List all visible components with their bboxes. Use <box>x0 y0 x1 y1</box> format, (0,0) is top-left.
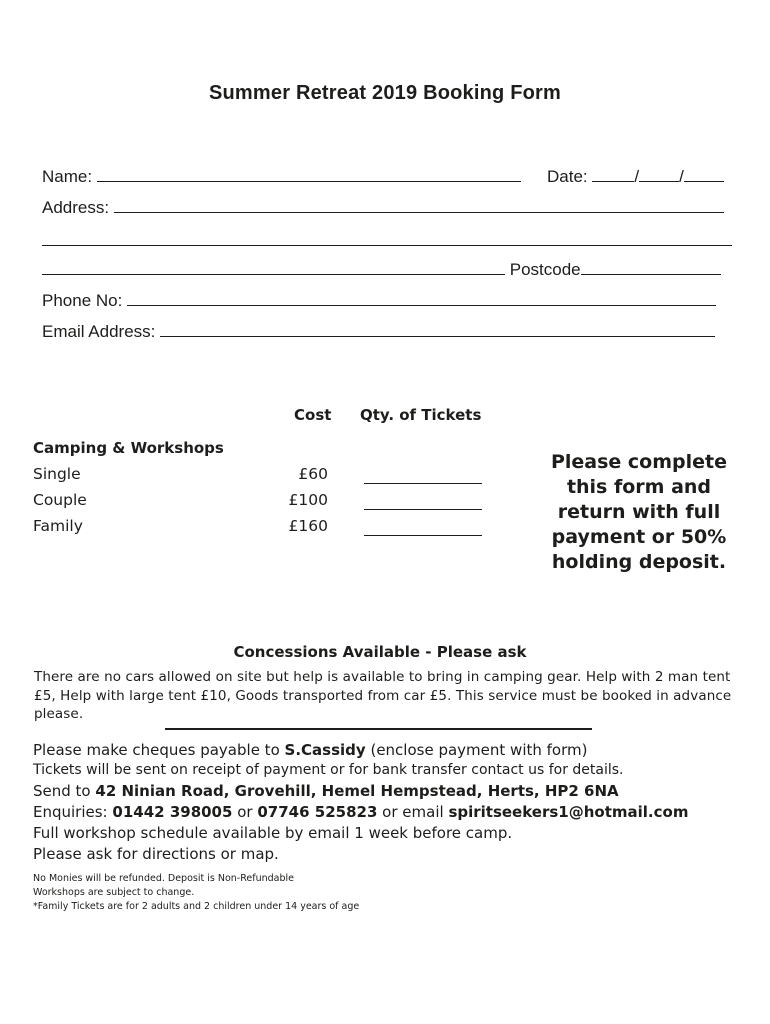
send-line <box>33 782 619 800</box>
address-line-2[interactable] <box>42 228 732 246</box>
send-address: 42 Ninian Road, Grovehill, Hemel Hempstead, Herts, HP2 6NA <box>95 782 619 800</box>
qty-line-couple[interactable] <box>364 508 482 510</box>
footnote-refund: No Monies will be refunded. Deposit is Non-Refundable <box>33 873 294 884</box>
row-cost-single: £60 <box>298 465 328 483</box>
name-field[interactable] <box>42 166 521 187</box>
phone-field[interactable] <box>42 290 716 311</box>
email-link[interactable]: spiritseekers1@hotmail.com <box>448 803 689 821</box>
address-line-3[interactable] <box>42 259 721 280</box>
cheques-line <box>33 741 587 759</box>
address-field[interactable] <box>42 197 724 218</box>
email-line[interactable] <box>160 321 715 337</box>
or-email: or email <box>382 803 444 821</box>
directions-line: Please ask for directions or map. <box>33 845 279 863</box>
date-field[interactable]: Date: / / <box>547 166 724 187</box>
postcode-label: Postcode <box>509 260 581 279</box>
concessions-title: Concessions Available - Please ask <box>233 643 527 661</box>
phone-2: 07746 525823 <box>257 803 378 821</box>
footnote-family: *Family Tickets are for 2 adults and 2 children under 14 years of age <box>33 901 360 912</box>
cheques-suffix: (enclose payment with form) <box>370 741 588 759</box>
phone-1: 01442 398005 <box>112 803 233 821</box>
footnote-workshops: Workshops are subject to change. <box>33 887 195 898</box>
date-label: Date: <box>547 167 588 186</box>
date-day-line[interactable] <box>592 166 634 182</box>
schedule-line: Full workshop schedule available by email 1 week before camp. <box>33 824 513 842</box>
address-line-3-blank[interactable] <box>42 259 505 275</box>
send-prefix: Send to <box>33 782 91 800</box>
cheques-name: S.Cassidy <box>284 741 366 759</box>
page-title: Summer Retreat 2019 Booking Form <box>208 82 562 104</box>
cost-header: Cost <box>294 406 332 424</box>
or-1: or <box>237 803 253 821</box>
address-label: Address: <box>42 198 110 217</box>
cheques-prefix: Please make cheques payable to <box>33 741 280 759</box>
phone-label: Phone No: <box>42 291 123 310</box>
qty-line-family[interactable] <box>364 534 482 536</box>
tickets-line: Tickets will be sent on receipt of payment or for bank transfer contact us for details. <box>33 762 624 778</box>
completion-notice: Please complete this form and return with full payment or 50% holding deposit. <box>550 451 728 573</box>
address-line-1[interactable] <box>114 197 724 213</box>
name-line[interactable] <box>97 166 521 182</box>
row-cost-couple: £100 <box>288 491 328 509</box>
name-label: Name: <box>42 167 93 186</box>
qty-header: Qty. of Tickets <box>360 406 482 424</box>
phone-line[interactable] <box>127 290 716 306</box>
date-month-line[interactable] <box>639 166 679 182</box>
row-label-single: Single <box>33 465 81 483</box>
concessions-text: There are no cars allowed on site but help is available to bring in camping gear. Help with 2 man tent £5, Help with large tent £10, Goods transported from car £5. This service must be booked in advance please. <box>34 669 732 722</box>
enquiries-prefix: Enquiries: <box>33 803 108 821</box>
enquiries-line <box>33 803 688 821</box>
section-heading: Camping & Workshops <box>33 439 224 457</box>
row-label-family: Family <box>33 517 83 535</box>
email-label: Email Address: <box>42 322 156 341</box>
qty-line-single[interactable] <box>364 482 482 484</box>
email-field[interactable] <box>42 321 715 342</box>
date-year-line[interactable] <box>684 166 724 182</box>
row-label-couple: Couple <box>33 491 87 509</box>
row-cost-family: £160 <box>288 517 328 535</box>
divider <box>165 728 592 730</box>
postcode-line[interactable] <box>581 259 721 275</box>
